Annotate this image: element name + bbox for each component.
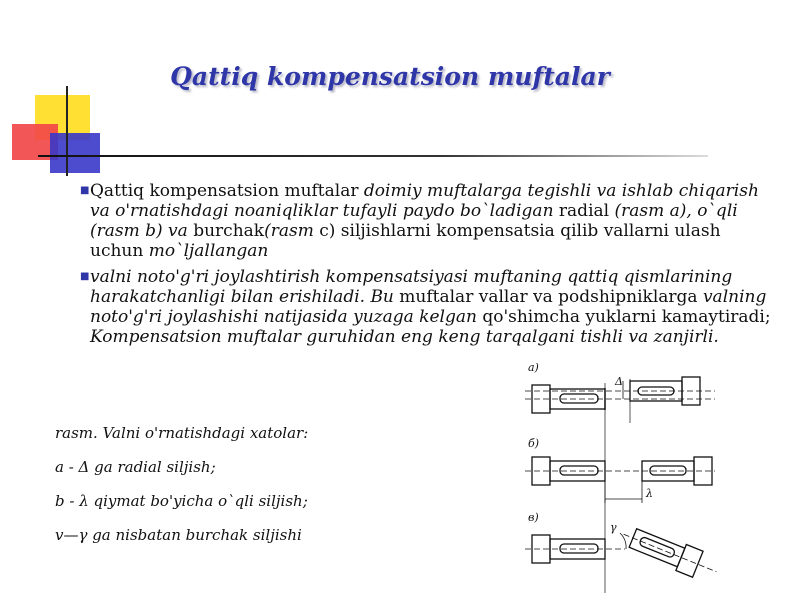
shaft-diagram-a	[525, 375, 715, 413]
slide-title: Qattiq kompensatsion muftalar	[170, 62, 610, 91]
bullet1-text-3: radial	[553, 201, 615, 221]
bullet-marker-icon: ■	[80, 271, 90, 282]
caption-b: b - λ qiymat bo'yicha o`qli siljish;	[55, 492, 308, 510]
decor-blue-square	[50, 133, 100, 173]
decor-vertical-line	[66, 86, 68, 176]
figure-label-c: в)	[528, 511, 539, 524]
bullet-list	[82, 181, 772, 353]
bullet1-text-7: c) siljishlarni kompensatsia qilib vallarni ulash uchun	[90, 221, 721, 261]
shaft-diagram-b	[525, 457, 715, 503]
bullet2-text-4: qo'shimcha yuklarni kamaytiradi;	[476, 307, 771, 327]
bullet-marker-icon: ■	[80, 185, 90, 196]
figure-gamma-label: γ	[610, 521, 617, 534]
bullet1-text-5: burchak	[187, 221, 265, 241]
figure-delta-label: Δ	[615, 375, 623, 388]
bullet2-text-2: muftalar vallar va podshipniklarga	[393, 287, 703, 307]
figure-captions	[55, 424, 308, 560]
bullet1-text-8: mo`ljallangan	[148, 241, 269, 261]
figure-label-b: б)	[528, 437, 540, 450]
caption-a: a - Δ ga radial siljish;	[55, 458, 216, 476]
bullet2-text-5: Kompensatsion muftalar guruhidan eng keng tarqalgani tishli va zanjirli.	[90, 327, 719, 347]
figure-lambda-label: λ	[646, 487, 653, 500]
bullet1-text-4: (rasm a), o`qli (rasm b) va	[90, 201, 738, 241]
shaft-diagram-c	[525, 521, 720, 585]
bullet-item-1	[82, 181, 772, 261]
bullet1-text-2: doimiy muftalarga tegishli va ishlab chiqarish va o'rnatishdagi noaniqliklar tufayli paydo bo`ladigan	[90, 181, 759, 221]
bullet-item-2	[82, 267, 772, 347]
bullet1-text-1: Qattiq kompensatsion muftalar	[90, 181, 364, 201]
bullet1-text-6: (rasm	[264, 221, 314, 241]
bullet2-text-1: valni noto'g'ri joylashtirish kompensatsiyasi muftaning qattiq qismlarining harakatchanligi bilan erishiladi. Bu	[90, 267, 733, 307]
caption-title: rasm. Valni o'rnatishdagi xatolar:	[55, 424, 309, 442]
figure-label-a: a)	[528, 363, 539, 374]
shaft-misalignment-figure	[520, 363, 720, 595]
caption-c: v—γ ga nisbatan burchak siljishi	[55, 526, 302, 544]
title-divider-line	[38, 155, 708, 157]
bullet2-text-3: valning noto'g'ri joylashishi natijasida yuzaga kelgan	[90, 287, 767, 327]
